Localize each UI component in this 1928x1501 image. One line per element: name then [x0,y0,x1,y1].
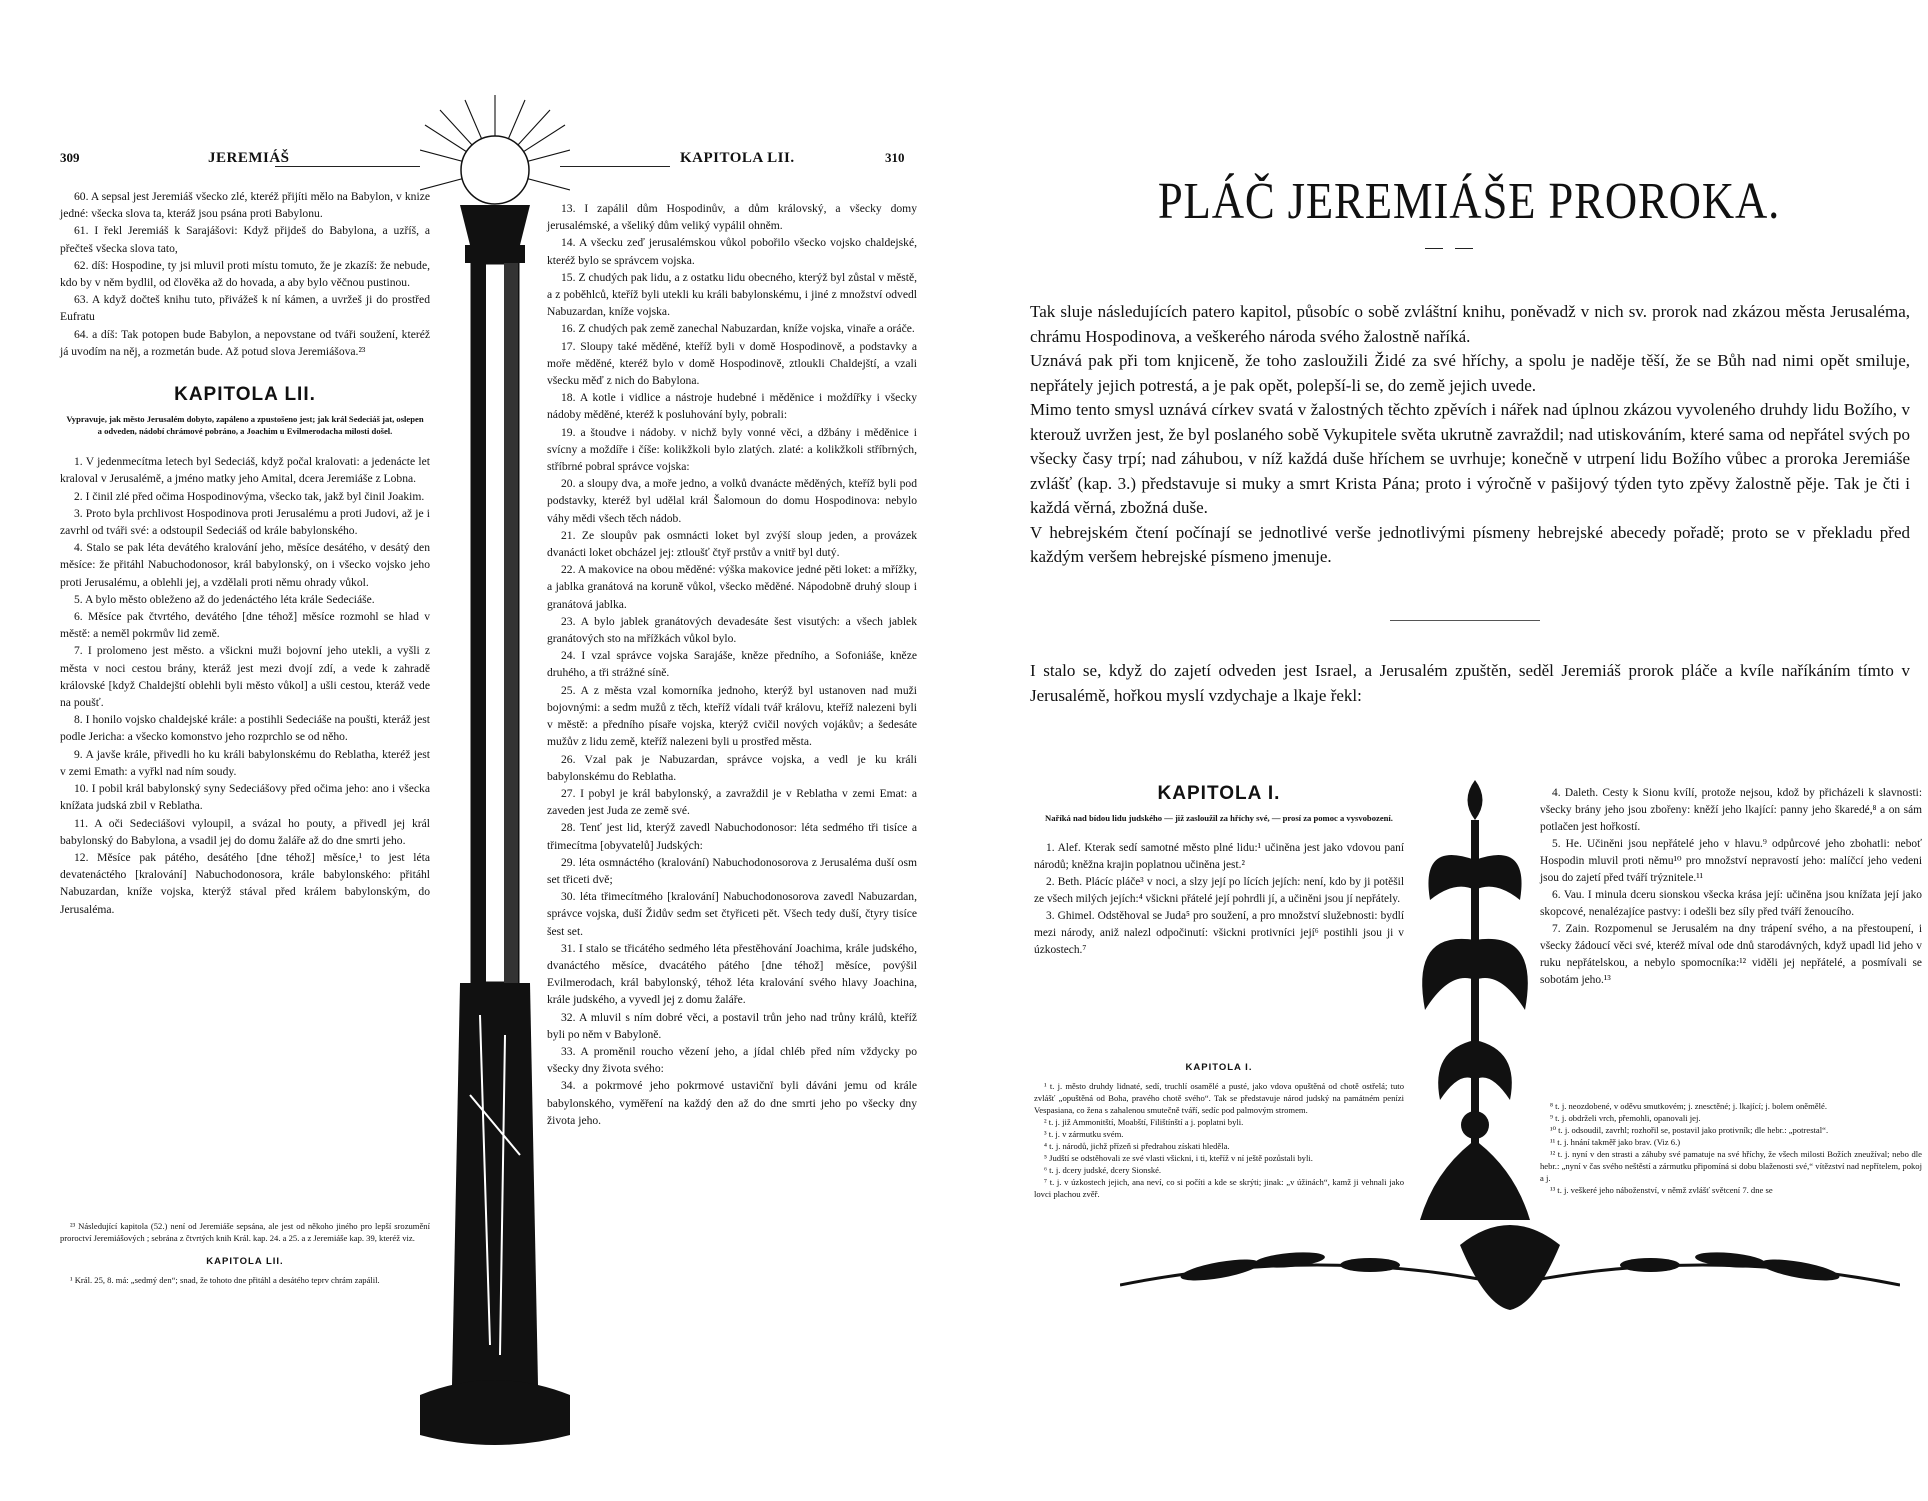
page-number-309: 309 [60,150,80,165]
verse: 28. Tenť jest lid, kterýž zavedl Nabuchodonosor: léta sedmého tři tisíce a třimecítma [obyvatelů] Judských: [547,821,917,852]
verse: 3. Proto byla prchlivost Hospodinova proti Jerusalému a proti Judovi, až je i zavrhl od tváři své: a odstoupil Sedeciáš od krále babylonského. [60,506,430,538]
footnote: ⁴ t. j. národů, jichž přízeň si předrahou získati hleděla. [1044,1141,1230,1151]
chapter-summary-lii: Vypravuje, jak město Jerusalém dobyto, zapáleno a zpustošeno jest; jak král Sedeciáš jat, oslepen a odveden, nádobí chrámové pobráno, a Joachim u Evilmerodacha milosti došel. [66,414,424,437]
footnote: ⁷ t. j. v úzkostech jejich, ana neví, co si počíti a kde se skrýti; jinak: „v úžinách“, kamž ji vehnali jako lovci plachou zvěř. [1034,1177,1404,1199]
verse: 3. Ghimel. Odstěhoval se Juda⁵ pro soužení, a pro množství služebnosti: bydlí mezi národy, aniž nalezl odpočinutí: všickni protivníci její⁶ postihli jsou ji v úzkostech.⁷ [1034,910,1404,956]
verse: 6. Vau. I minula dceru sionskou všecka krása její: učiněna jsou knížata její jako skopcové, nenalézajíce pastvy: i odešli bez síly před tváří ženoucího. [1540,889,1922,918]
title-dash [1425,248,1443,249]
verse: 26. Vzal pak je Nabuzardan, správce vojska, a vedl je ku králi babylonskému do Reblatha. [547,752,917,783]
verse: 9. A javše krále, přivedli ho ku králi babylonskému do Reblatha, kteréž jest v zemi Emath: a vyřkl nad ním soudy. [60,747,430,778]
intro-paragraph: Uznává pak při tom knjiceně, že toho zasloužili Židé za své hříchy, a spolu je naděje těší, že se Bůh nad nimi opět smiluje, nepřátely jejich potrestá, a je pak opět, polepší-li se, do země jejich uvede. [1030,351,1910,395]
running-head-left: JEREMIÁŠ [208,150,290,166]
intro-paragraph: Tak sluje následujících patero kapitol, působíc o sobě zvláštní knihu, poněvadž v nich sv. prorok nad zkázou města Jerusaléma, chrámu Hospodinova, a veškerého národa svého žalostně naříká. [1030,302,1910,346]
chapter-heading-lii: KAPITOLA LII. [174,384,316,406]
left-text-column [60,188,430,918]
verse: 2. I činil zlé před očima Hospodinovýma, všecko tak, jakž byl činil Joakim. [74,489,425,503]
page-number-310: 310 [885,150,905,165]
verse: 32. A mluvil s ním dobré věci, a postavil trůn jeho nad trůny králů, kteříž byli po něm v Babyloně. [547,1010,917,1041]
right-page [1010,0,1928,1501]
verse: 61. I řekl Jeremiáš k Sarajášovi: Když přijdeš do Babylona, a uzříš, a přečteš všecka slova tato, [60,224,430,255]
verse: 18. A kotle i vidlice a nástroje hudebné i měděnice i moždířky i všecky nádoby měděné, kteréž k posluhování byly, pobrali: [547,391,917,422]
footnote: ² t. j. již Ammonitští, Moabští, Filištínští a j. poplatni byli. [1044,1117,1244,1127]
verse: 1. Alef. Kterak sedí samotné město plné lidu:¹ učiněna jest jako vdovou paní národů; kněžna krajin poplatnou učiněna jest.² [1034,842,1404,871]
header-rule-left [275,166,420,167]
verse: 6. Měsíce pak čtvrtého, devátého [dne téhož] měsíce rozmohl se hlad v městě: a neměl pokrmův lid země. [60,610,430,641]
verse: 1. V jedenmecítma letech byl Sedeciáš, když počal kralovati: a jedenácte let kraloval v Jerusalémě, a jméno matky jeho Amital, dcera Jeremiáše z Lobna. [60,455,430,486]
verse: 29. léta osmnáctého (kralování) Nabuchodonosorova z Jerusaléma duší osm set třiceti dvě; [547,855,917,886]
verse: 8. I honilo vojsko chaldejské krále: a postihli Sedeciáše na poušti, kteráž jest podle Jericha: a všecko komonstvo jeho rozprchlo se od něho. [60,713,430,744]
verse: 16. Z chudých pak země zanechal Nabuzardan, kníže vojska, vinaře a oráče. [561,322,915,336]
footnote: ⁵ Judští se odstěhovali ze své vlasti všickni, i ti, kteříž v ní ještě pozůstali byli. [1044,1153,1313,1163]
verse: 64. a díš: Tak potopen bude Babylon, a nepovstane od tváři soužení, kteréž já uvodím na něj, a rozmetán bude. Až potud slova Jeremiášova.²³ [60,327,430,358]
verse: 22. A makovice na obou měděné: výška makovice jedné pěti loket: a mřížky, a jablka granátová na koruně vůkol, všecko měděné. Nápodobně druhý sloup i granátová jablka. [547,563,917,611]
chapter-1-footnotes-right [1540,1100,1922,1196]
verse: 25. A z města vzal komorníka jednoho, kterýž byl ustanoven nad muži bojovnými: a sedm mužů z těch, kteříž vídali tvář královu, kteříž nalezeni byli v městě: a předního písaře vojska, kterýž cvičil nových vojákův; a šedesáte mužův z lidu země, kteříž nalezeni byli u prostřed města. [547,683,917,749]
title-dash [1455,248,1473,249]
footnote: ⁸ t. j. neozdobené, v oděvu smutkovém; j. znesctěné; j. lkající; j. bolem oněmělé. [1550,1101,1827,1111]
verse: 4. Daleth. Cesty k Sionu kvílí, protože nejsou, kdož by přicházeli k slavnosti: všecky brány jeho jsou zbořeny: kněží jeho lkající: panny jeho škaredé,⁸ a on sám potlačen jest hořkostí. [1540,787,1922,833]
intro-text [1030,300,1910,570]
footnote: ⁶ t. j. dcery judské, dcery Sionské. [1044,1165,1162,1175]
verse: 33. A proměnil roucho vězení jeho, a jídal chléb před ním vždycky po všecky dny života svého: [547,1044,917,1076]
footnotes-heading-i: KAPITOLA I. [1185,1062,1253,1073]
verses-chapter-51-end [60,188,430,360]
verse: 63. A když dočteš knihu tuto, přivážeš k ní kámen, a uvržeš ji do prostřed Eufratu [60,293,430,324]
floral-ornament-icon [1400,770,1550,1230]
verse: 11. A oči Sedeciášovi vyloupil, a svázal ho pouty, a přivedl jej král babylonský do Babylona, a vsadil jej do domu žaláře až do dne smrti jeho. [60,816,430,847]
section-separator [1390,620,1540,621]
footnote: ¹² t. j. nyní v den strasti a záhuby své pamatuje na své hříchy, že všech milosti Božích zneužíval; nebo dle hebr.: „nyní v čas svého neštěstí a zármutku připomíná si dobu blaženosti své,“ vítězství nad nepřítelem, pokoj a j. [1540,1149,1922,1183]
verse: 4. Stalo se pak léta devátého kralování jeho, měsíce desátého, v desátý den měsíce: že přitáhl Nabuchodonosor, král babylonský, on i všecko vojsko jeho proti Jerusalému, a oblehli jej, a vzdělali proti němu ohrady vůkol. [60,541,430,589]
verse: 19. a štoudve i nádoby. v nichž byly vonné věci, a džbány i měděnice i svícny a moždíře i číše: kolikžkoli bylo zlatých. zlaté: a kolikžkoli stříbrných, stříbrné pobral správce vojska: [547,425,917,474]
verse: 60. A sepsal jest Jeremiáš všecko zlé, kteréž přijíti mělo na Babylon, v knize jedné: všecka slova ta, kteráž jsou psána proti Babylonu. [60,190,430,221]
verse: 12. Měsíce pak pátého, desátého [dne téhož] měsíce,¹ to jest léta devatenáctého [kralování] Nabuchodonosora, krále babylonského: přitáhl Nabuzardan, kníže vojska, kterýž stával před králem babylonským, do Jerusaléma. [60,850,430,916]
footnote: ¹³ t. j. veškeré jeho náboženství, v němž zvlášť světcení 7. dne se [1550,1185,1773,1195]
verses-chapter-52-start [60,453,430,917]
verse: 21. Ze sloupův pak osmnácti loket byl zvýší sloup jeden, a provázek dvanácti loket obcházel jej: ztloušť čtyř prstův a vnitř byl dutý. [547,528,917,560]
verse: 2. Beth. Plácíc pláče³ v noci, a slzy její po lících jejích: není, kdo by ji potěšil ze všech milých jejích:⁴ všickni přátelé její pohrdli jí, a učiněni jsou jí nepřátely. [1034,876,1404,905]
header-rule-right [560,166,670,167]
chapter-heading-i: KAPITOLA I. [1157,783,1281,804]
column-sun-icon [420,95,570,1455]
footnote: ⁹ t. j. obdrželi vrch, přemohli, opanovali jej. [1550,1113,1701,1123]
verse: 7. I prolomeno jest město. a všickni muži bojovní jeho utekli, a vyšli z města v noci cestou brány, kteráž jest mezi dvojí zdí, a vede k zahradě královské [když Chaldejští oblehli byli město vůkol] a ušli cestou, kteráž vede na poušť. [60,644,430,710]
verse: 62. díš: Hospodine, ty jsi mluvil proti místu tomuto, že je zkazíš: že nebude, kdo by v něm bydlil, od člověka až do hovada, a aby bylo věčnou pustinou. [60,258,430,290]
footnote: ³ t. j. v zármutku svém. [1044,1129,1124,1139]
intro-paragraph: Mimo tento smysl uznává církev svatá v žalostných těchto zpěvích i nářek nad úplnou zkázou vyvoleného druhdy lidu Božího, v kterouž uvržen jest, že byl poslaného sobě Vykupitele světa ukrutně zavraždil; nad utiskováním, které sama od nepřátel svých po všecky časy trpí; nad záhubou, v níž každá duše hříchem se uvrhuje; konečně v utrpení lidu Božího vůbec a proroka Jeremiáše zvlášť (kap. 3.) představuje si muky a smrt Krista Pána; proto i výročně v pašijový týden tyto zpěvy žalostně pěje. Tak je čti i každá věrná, zbožná duše. [1030,400,1910,517]
wheat-ornament-icon [1120,1205,1900,1315]
verse: 10. I pobil král babylonský syny Sedeciášovy před očima jeho: ano i všecka knížata judská zbil v Reblatha. [60,782,430,813]
footnote: ²³ Následující kapitola (52.) není od Jeremiáše sepsána, ale jest od někoho jiného pro lepší srozumění proroctví Jeremiášových ; sebrána z čtvrtých knih Král. kap. 24. a 25. a z Jeremiáše kap. 39, kteréž viz. [60,1221,430,1243]
left-page [0,0,960,1501]
preface-text [1030,658,1910,708]
footnotes-heading-lii: KAPITOLA LII. [206,1256,284,1267]
verse: 23. A bylo jablek granátových devadesáte šest visutých: a všech jablek granátových sto na mřížkách vůkol bylo. [547,614,917,646]
verse: 34. a pokrmové jeho pokrmové ustavičnï byli dáváni jemu od krále babylonského, vyměření na každý den až do dne smrti jeho po všecky dny života jeho. [547,1079,917,1127]
verse: 14. A všecku zeď jerusalémskou vůkol pobořilo všecko vojsko chaldejské, kteréž bylo se správcem vojska. [547,236,917,267]
footnote: ¹⁰ t. j. odsoudil, zavrhl; rozhořil se, postavil jako protivník; dle hebr.: „potrestal“. [1550,1125,1829,1135]
chapter-1-footnotes-left [1034,1050,1404,1200]
verse: 20. a sloupy dva, a moře jedno, a volků dvanácte měděných, kteříž byli pod podstavky, kteréž byl udělal král Šalomoun do domu Hospodinova: nebylo váhy mědi všech těch nádob. [547,477,917,525]
right-text-column [547,200,917,1129]
book-title: PLÁČ JEREMIÁŠE PROROKA. [1157,173,1781,230]
verse: 31. I stalo se třicátého sedmého léta přestěhování Joachima, krále judského, dvanáctého měsíce, dvacátého pátého [dne téhož] měsíce, povýšil Evilmerodach, král babylonský, téhož léta kralování svého hlavy Joachina, krále judského, a vyvedl jej z domu žaláře. [547,941,917,1007]
verse: 5. He. Učiněni jsou nepřátelé jeho v hlavu.⁹ odpůrcové jeho zbohatli: neboť Hospodin mluvil proti němu¹⁰ pro množství nepravostí jeho: malíčcí jeho vedeni jsou do zajetí před tváří trýznitele.¹¹ [1540,838,1922,884]
preface-paragraph: I stalo se, když do zajetí odveden jest Israel, a Jerusalém zpuštěn, seděl Jeremiáš prorok pláče a kvíle naříkáním tímto v Jerusalémě, hořkou myslí vzdychaje a lkaje řekl: [1030,661,1910,705]
chapter-1-left-column [1034,785,1404,959]
verse: 15. Z chudých pak lidu, a z ostatku lidu obecného, kterýž byl zůstal v městě, a z poběhlců, kteříž byli utekli ku králi babylonskému, i jiné z množství odvedl Nabuzardan, kníže vojska. [547,270,917,319]
verse: 7. Zain. Rozpomenul se Jerusalém na dny trápení svého, a na přestoupení, i všecky žádoucí věci své, kteréž míval ode dnů starodávných, když upadl lid jeho v ruku nepřátelskou, a nebylo spomocníka:¹² viděli jej nepřátelé, a posmívali se sobotám jeho.¹³ [1540,923,1922,986]
verse: 30. léta třimecítmého [kralování] Nabuchodonosorova zavedl Nabuzardan, správce vojska, duší Židův sedm set čtyřiceti pět. Všech tedy duší, čtyry tisíce šest set. [547,890,917,938]
verse: 24. I vzal správce vojska Sarajáše, kněze předního, a Sofoniáše, kněze druhého, a tři strážné síně. [547,649,917,680]
intro-paragraph: V hebrejském čtení počínají se jednotlivé verše jednotlivými písmeny hebrejské abecedy pořadě; proto se v překladu před každým veršem hebrejské písmeno jmenuje. [1030,522,1910,566]
footnote: ¹¹ t. j. hnání takměř jako brav. (Viz 6.) [1550,1137,1681,1147]
running-head-right: KAPITOLA LII. [680,150,795,166]
verse: 17. Sloupy také měděné, kteříž byli v domě Hospodinově, a podstavky a moře měděné, kteréž bylo v domě Hospodinově, ztloukli Chaldejští, a vzali všecku měď z nich do Babylona. [547,339,917,388]
chapter-summary-i: Naříká nad bídou lidu judského — již zasloužil za hříchy své, — prosí za pomoc a vysvobození. [1045,813,1393,823]
verse: 5. A bylo město obleženo až do jedenáctého léta krále Sedeciáše. [74,592,375,606]
verse: 27. I pobyl je král babylonský, a zavraždil je v Reblatha v zemi Emat: a zaveden jest Juda ze země své. [547,786,917,818]
footnote: ¹ Král. 25, 8. má: „sedmý den“; snad, že tohoto dne přitáhl a desátého teprv chrám zapálil. [70,1275,380,1285]
left-footnotes [60,1220,430,1286]
verse: 13. I zapálil dům Hospodinův, a dům královský, a všecky domy jerusalémské, a všeliký dům veliký vypálil ohněm. [547,202,917,233]
chapter-1-right-column [1540,785,1922,989]
footnote: ¹ t. j. město druhdy lidnaté, sedí, truchlí osamělé a pusté, jako vdova opuštěná od chotě ostřelá; tuto zvlášť „opuštěná od Boha, pravého chotě svého“. Tak se představuje národ judský na památném penízi Vespasiana, co žena s zahalenou smutečně tváří, sedíc pod palmovým stromem. [1034,1081,1404,1115]
